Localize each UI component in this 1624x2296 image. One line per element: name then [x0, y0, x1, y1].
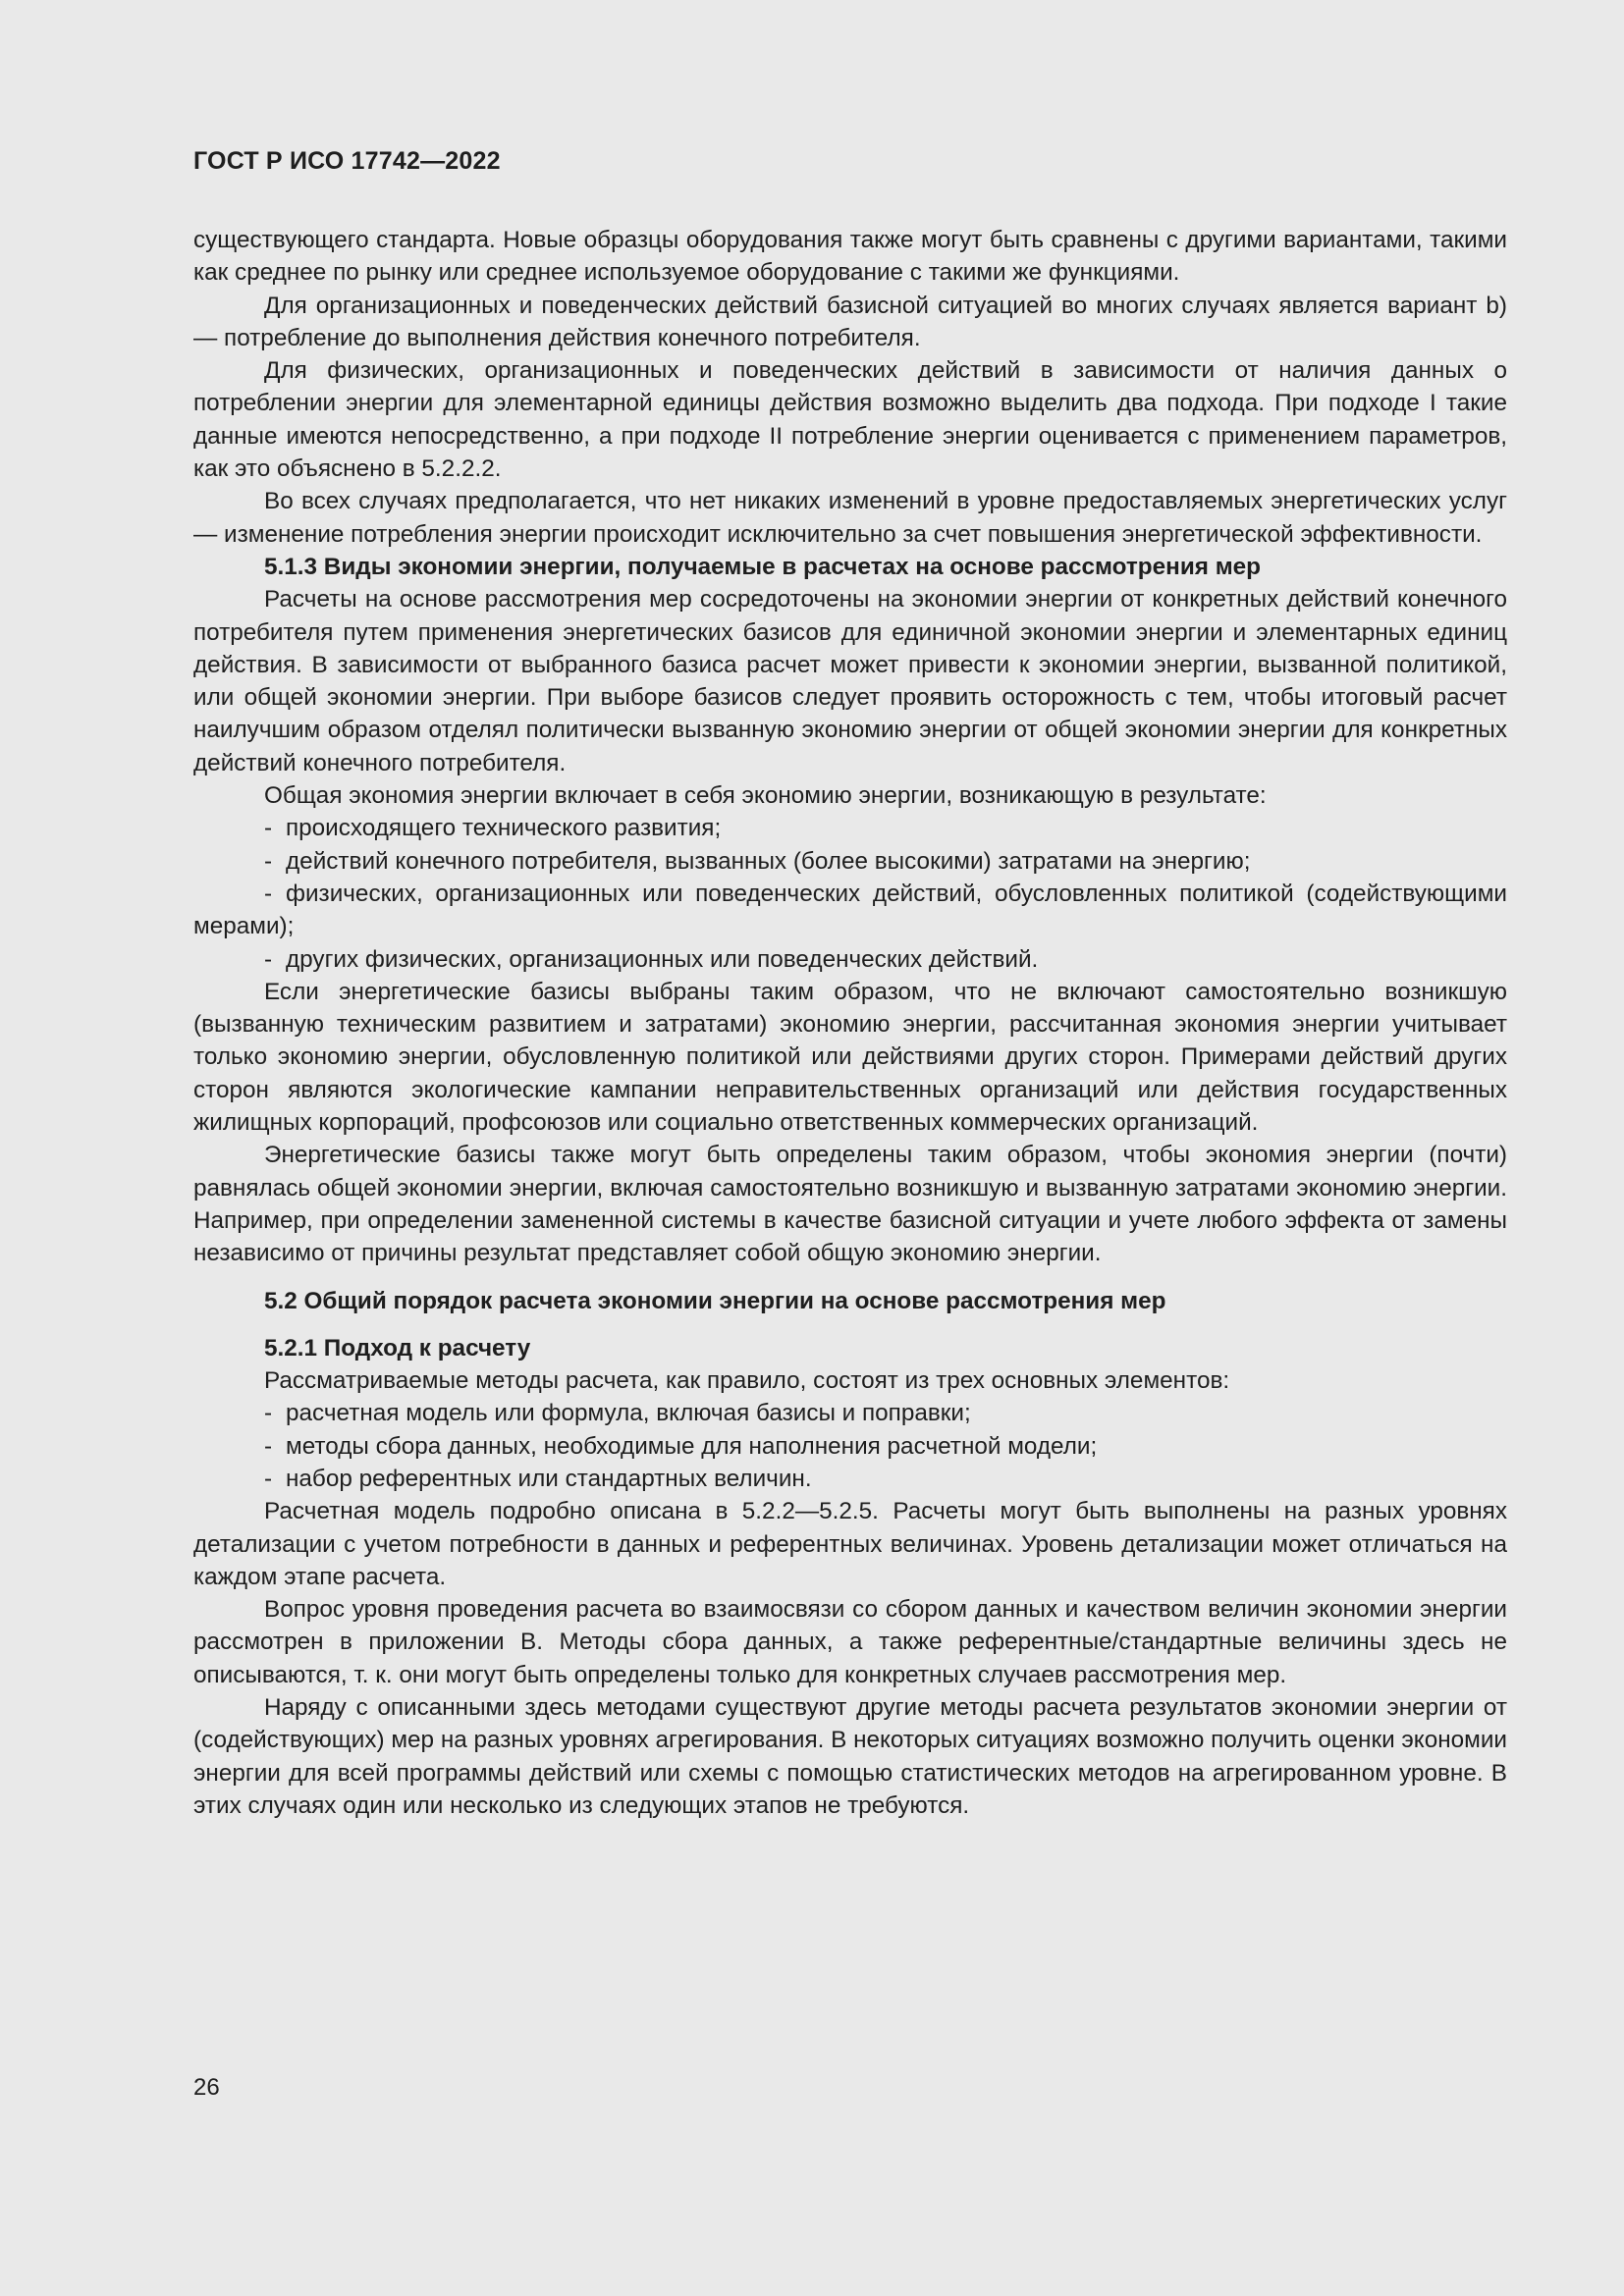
list-item: [193, 878, 1507, 943]
document-header: ГОСТ Р ИСО 17742—2022: [193, 147, 501, 175]
list-item-text: других физических, организационных или поведенческих действий.: [286, 945, 1039, 973]
paragraph: Наряду с описанными здесь методами существуют другие методы расчета результатов экономии энергии от (содействующих) мер на разных уровнях агрегирования. В некоторых ситуациях возможно получить оценки экономии энергии для всей программы действий или схемы с помощью статистических методов на агрегированном уровне. В этих случаях один или несколько из следующих этапов не требуются.: [193, 1694, 1507, 1819]
paragraph: Вопрос уровня проведения расчета во взаимосвязи со сбором данных и качеством величин экономии энергии рассмотрен в приложении В. Методы сбора данных, а также референтные/стандартные величины здесь не описываются, т. к. они могут быть определены только для конкретных случаев рассмотрения мер.: [193, 1596, 1507, 1688]
paragraph: Общая экономия энергии включает в себя экономию энергии, возникающую в результате:: [264, 782, 1267, 810]
section-heading-5-2: 5.2 Общий порядок расчета экономии энергии на основе рассмотрения мер: [264, 1287, 1166, 1314]
list-item: [193, 943, 1507, 976]
paragraph: Для физических, организационных и поведенческих действий в зависимости от наличия данных о потреблении энергии для элементарной единицы действия возможно выделить два подхода. При подходе I такие данные имеются непосредственно, а при подходе II потребление энергии оценивается с применением параметров, как это объяснено в 5.2.2.2.: [193, 357, 1507, 483]
list-item: [193, 1430, 1507, 1463]
list-marker: -: [264, 945, 273, 973]
list-marker: -: [264, 1432, 273, 1460]
page-number: 26: [193, 2074, 220, 2101]
list-marker: -: [264, 815, 273, 842]
paragraph: Для организационных и поведенческих действий базисной ситуацией во многих случаях является вариант b) — потребление до выполнения действия конечного потребителя.: [193, 292, 1507, 351]
list-item-text: методы сбора данных, необходимые для наполнения расчетной модели;: [286, 1432, 1098, 1460]
paragraph: Расчетная модель подробно описана в 5.2.2—5.2.5. Расчеты могут быть выполнены на разных уровнях детализации с учетом потребности в данных и референтных величинах. Уровень детализации может отличаться на каждом этапе расчета.: [193, 1498, 1507, 1590]
section-heading-5-2-1: 5.2.1 Подход к расчету: [264, 1334, 531, 1362]
list-item-text: действий конечного потребителя, вызванных (более высокими) затратами на энергию;: [286, 847, 1251, 875]
list-item: [193, 845, 1507, 878]
list-item-text: физических, организационных или поведенческих действий, обусловленных политикой (содействующими мерами);: [193, 880, 1507, 940]
list-item-text: происходящего технического развития;: [286, 815, 722, 842]
paragraph: существующего стандарта. Новые образцы оборудования также могут быть сравнены с другими вариантами, такими как среднее по рынку или среднее используемое оборудование с такими же функциями.: [193, 227, 1507, 287]
list-item: [193, 812, 1507, 844]
list-marker: -: [264, 847, 273, 875]
paragraph: Рассматриваемые методы расчета, как правило, состоят из трех основных элементов:: [264, 1367, 1230, 1395]
list-marker: -: [264, 1400, 273, 1427]
document-body: [193, 224, 1507, 1822]
paragraph: Энергетические базисы также могут быть определены таким образом, чтобы экономия энергии (почти) равнялась общей экономии энергии, включая самостоятельно возникшую и вызванную затратами экономию энергии. Например, при определении замененной системы в качестве базисной ситуации и учете любого эффекта от замены независимо от причины результат представляет собой общую экономию энергии.: [193, 1142, 1507, 1267]
list-item: [193, 1463, 1507, 1495]
list-item-text: набор референтных или стандартных величин.: [286, 1465, 812, 1492]
paragraph: Расчеты на основе рассмотрения мер сосредоточены на экономии энергии от конкретных действий конечного потребителя путем применения энергетических базисов для единичной экономии энергии и элементарных единиц действия. В зависимости от выбранного базиса расчет может привести к экономии энергии, вызванной политикой, или общей экономии энергии. При выборе базисов следует проявить осторожность с тем, чтобы итоговый расчет наилучшим образом отделял политически вызванную экономию энергии от общей экономии энергии для конкретных действий конечного потребителя.: [193, 586, 1507, 776]
paragraph: Если энергетические базисы выбраны таким образом, что не включают самостоятельно возникшую (вызванную техническим развитием и затратами) экономию энергии, рассчитанная экономия энергии учитывает только экономию энергии, обусловленную политикой или действиями других сторон. Примерами действий других сторон являются экологические кампании неправительственных организаций или действия государственных жилищных корпораций, профсоюзов или социально ответственных коммерческих организаций.: [193, 978, 1507, 1137]
list-marker: -: [264, 1465, 273, 1492]
section-heading-5-1-3: 5.1.3 Виды экономии энергии, получаемые в расчетах на основе рассмотрения мер: [264, 553, 1262, 580]
list-item: [193, 1397, 1507, 1429]
paragraph: Во всех случаях предполагается, что нет никаких изменений в уровне предоставляемых энергетических услуг — изменение потребления энергии происходит исключительно за счет повышения энергетической эффективности.: [193, 488, 1507, 548]
list-marker: -: [264, 880, 273, 907]
list-item-text: расчетная модель или формула, включая базисы и поправки;: [286, 1400, 971, 1427]
